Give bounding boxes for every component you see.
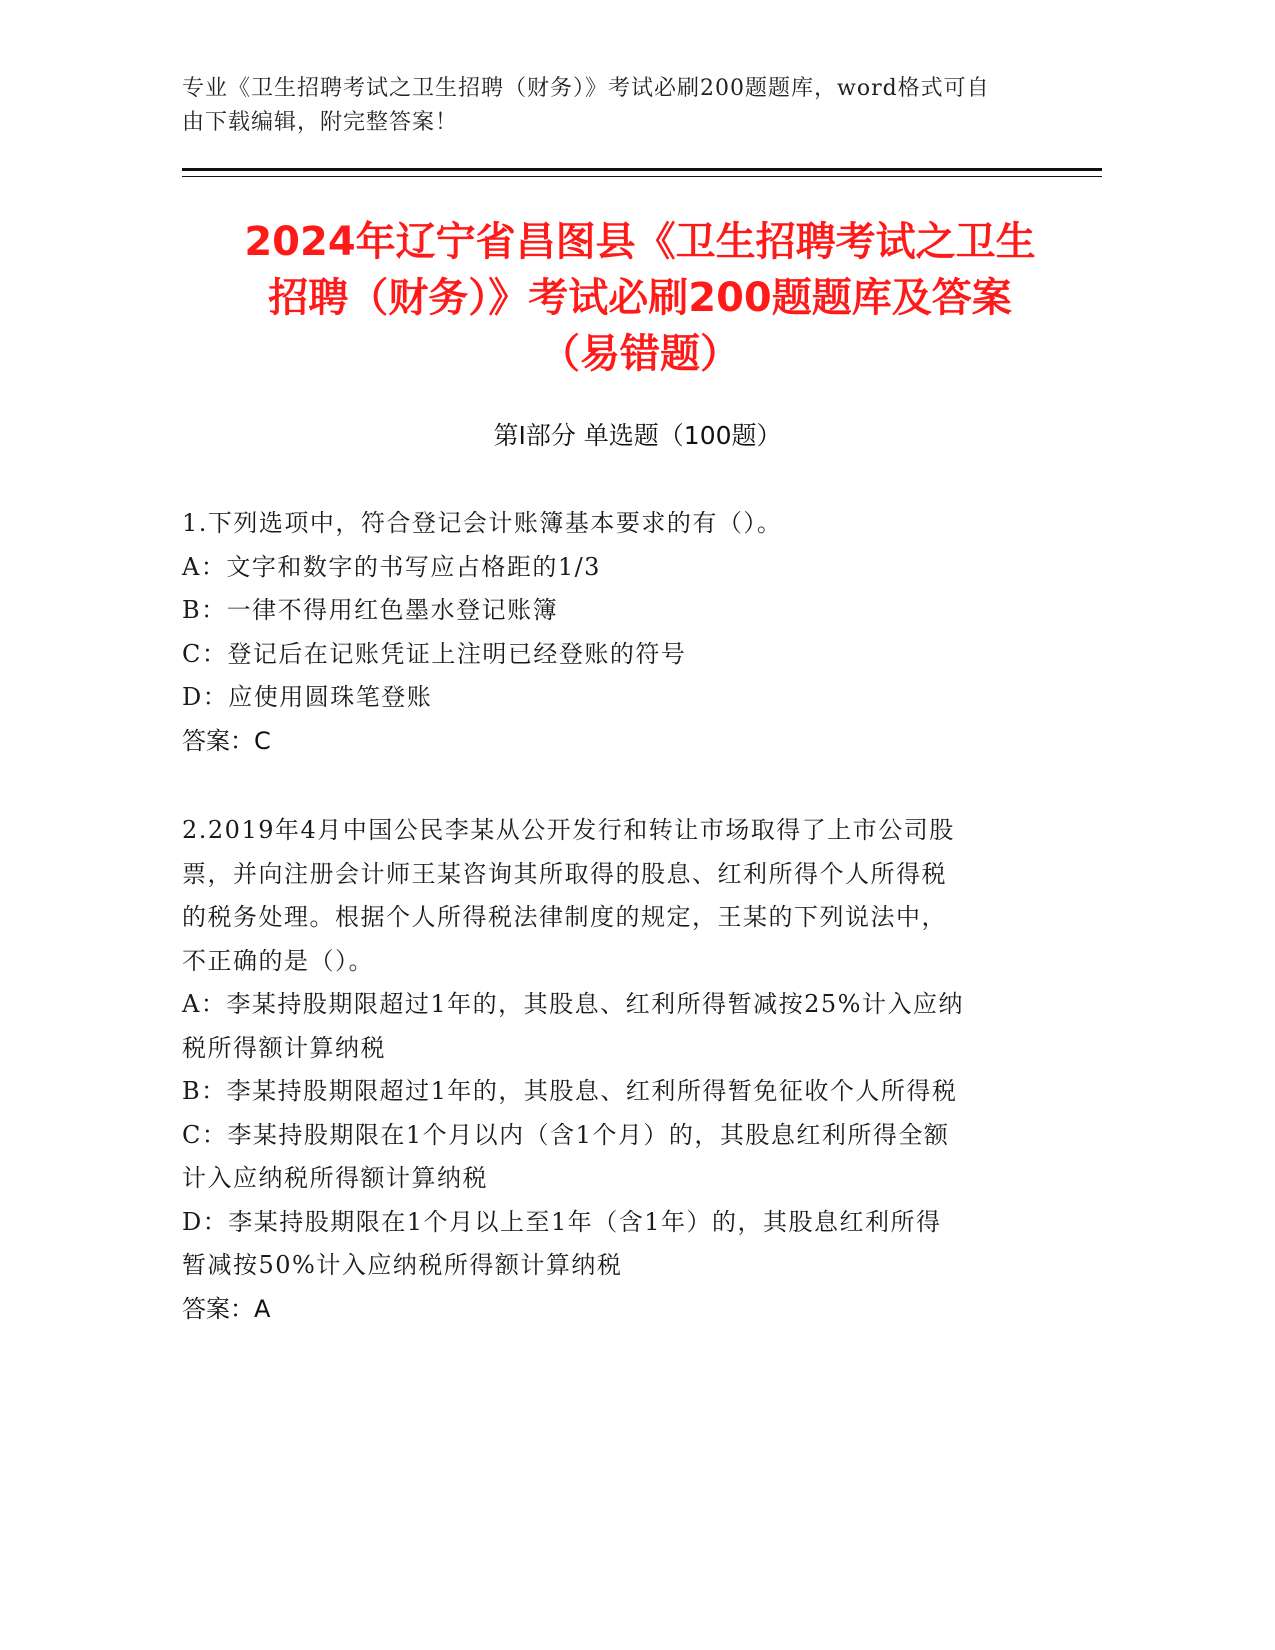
- question-2-option-c-line-2: 计入应纳税所得额计算纳税: [182, 1164, 488, 1192]
- question-1-stem: 1.下列选项中，符合登记会计账簿基本要求的有（）。: [182, 509, 783, 537]
- question-2-stem-line-1: 2.2019年4月中国公民李某从公开发行和转让市场取得了上市公司股: [182, 816, 955, 844]
- question-1-option-d: D：应使用圆珠笔登账: [182, 683, 433, 711]
- question-2-option-d-line-1: D：李某持股期限在1个月以上至1年（含1年）的，其股息红利所得: [182, 1207, 942, 1236]
- question-1-option-b: B：一律不得用红色墨水登记账簿: [182, 596, 559, 624]
- question-2-stem-line-2: 票，并向注册会计师王某咨询其所取得的股息、红利所得个人所得税: [182, 859, 947, 888]
- question-2-stem-line-4: 不正确的是（）。: [182, 946, 374, 975]
- question-2-answer: 答案：A: [182, 1294, 271, 1323]
- header-divider-thin: [182, 176, 1102, 177]
- question-2-option-c-line-1: C：李某持股期限在1个月以内（含1个月）的，其股息红利所得全额: [182, 1120, 950, 1149]
- title-line-3: （易错题）: [540, 331, 740, 377]
- header-divider-thick: [182, 168, 1102, 171]
- question-2-option-a-line-1: A：李某持股期限超过1年的，其股息、红利所得暂减按25%计入应纳: [182, 990, 964, 1018]
- question-2-stem-line-3: 的税务处理。根据个人所得税法律制度的规定，王某的下列说法中，: [182, 903, 947, 931]
- header-note: [182, 72, 1062, 140]
- question-1-option-a: A：文字和数字的书写应占格距的1/3: [182, 552, 601, 581]
- question-1-answer: 答案：C: [182, 726, 271, 755]
- question-2-option-d-line-2: 暂减按50%计入应纳税所得额计算纳税: [182, 1251, 623, 1279]
- question-2-option-b: B：李某持股期限超过1年的，其股息、红利所得暂免征收个人所得税: [182, 1077, 958, 1105]
- header-note-line-1: 专业《卫生招聘考试之卫生招聘（财务）》考试必刷200题题库，word格式可自: [182, 76, 990, 101]
- title-line-2: 招聘（财务）》考试必刷200题题库及答案: [268, 275, 1012, 321]
- header-note-line-2: 由下载编辑，附完整答案！: [182, 110, 459, 135]
- question-list: [182, 502, 1082, 1377]
- question-1-option-c: C：登记后在记账凭证上注明已经登账的符号: [182, 639, 687, 668]
- question-2-option-a-line-2: 税所得额计算纳税: [182, 1033, 386, 1062]
- title-line-1: 2024年辽宁省昌图县《卫生招聘考试之卫生: [244, 219, 1036, 265]
- question-1: [182, 502, 1082, 763]
- section-heading: 第Ⅰ部分 单选题（100题）: [493, 421, 782, 450]
- document-title: [140, 214, 1140, 382]
- question-2: [182, 809, 1082, 1331]
